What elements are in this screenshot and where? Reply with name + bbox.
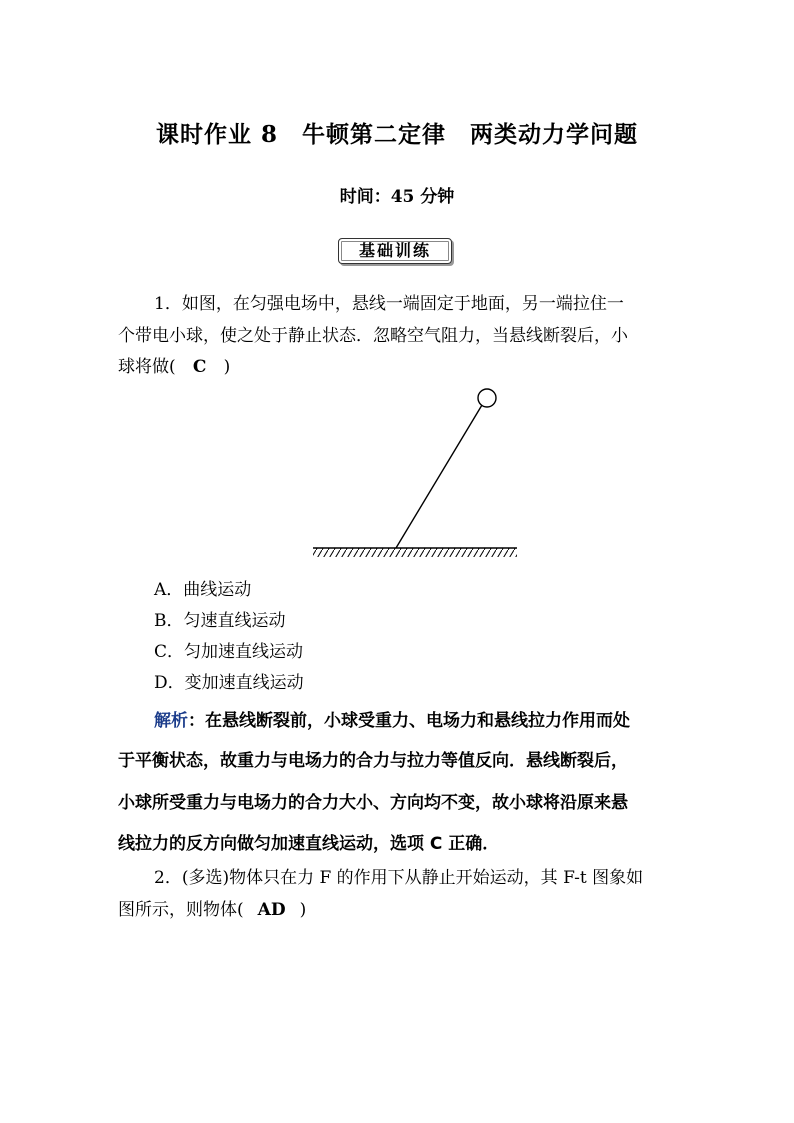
q2-line2 <box>118 900 306 920</box>
q1-line3 <box>118 357 230 377</box>
solution-label: 解析 <box>154 711 188 731</box>
solution-line2: 于平衡状态，故重力与电场力的合力与拉力等值反向．悬线断裂后， <box>118 751 628 771</box>
solution-text-1: ：在悬线断裂前，小球受重力、电场力和悬线拉力作用而处 <box>188 711 630 731</box>
section-badge: 基础训练 <box>338 238 452 264</box>
q2-line1: 2．(多选)物体只在力 F 的作用下从静止开始运动，其 F-t 图象如 <box>154 868 644 888</box>
q1-stem-prefix: 球将做( <box>118 357 176 377</box>
q2-stem-prefix: 图所示，则物体( <box>118 900 244 920</box>
q2-stem-suffix: ) <box>299 900 307 920</box>
string-line <box>396 405 482 548</box>
q1-stem-suffix: ) <box>223 357 231 377</box>
ground-hatch <box>313 548 517 557</box>
q1-line2: 个带电小球，使之处于静止状态．忽略空气阻力，当悬线断裂后，小 <box>118 326 628 346</box>
q2-answer: AD <box>257 900 286 920</box>
q1-line1: 1．如图，在匀强电场中，悬线一端固定于地面，另一端拉住一 <box>154 294 624 314</box>
q1-answer: C <box>192 357 207 377</box>
option-c: C．匀加速直线运动 <box>154 642 304 662</box>
option-d: D．变加速直线运动 <box>154 673 304 693</box>
charged-ball <box>478 389 496 407</box>
solution-line4: 线拉力的反方向做匀加速直线运动，选项 C 正确． <box>118 834 500 854</box>
page-title: 课时作业 8 牛顿第二定律 两类动力学问题 <box>155 121 638 148</box>
time-limit: 时间：45 分钟 <box>339 187 455 207</box>
option-b: B．匀速直线运动 <box>154 611 286 631</box>
pendulum-figure <box>310 380 520 560</box>
option-a: A．曲线运动 <box>154 580 252 600</box>
solution-line1 <box>154 706 630 731</box>
solution-line3: 小球所受重力与电场力的合力大小、方向均不变，故小球将沿原来悬 <box>118 793 628 813</box>
